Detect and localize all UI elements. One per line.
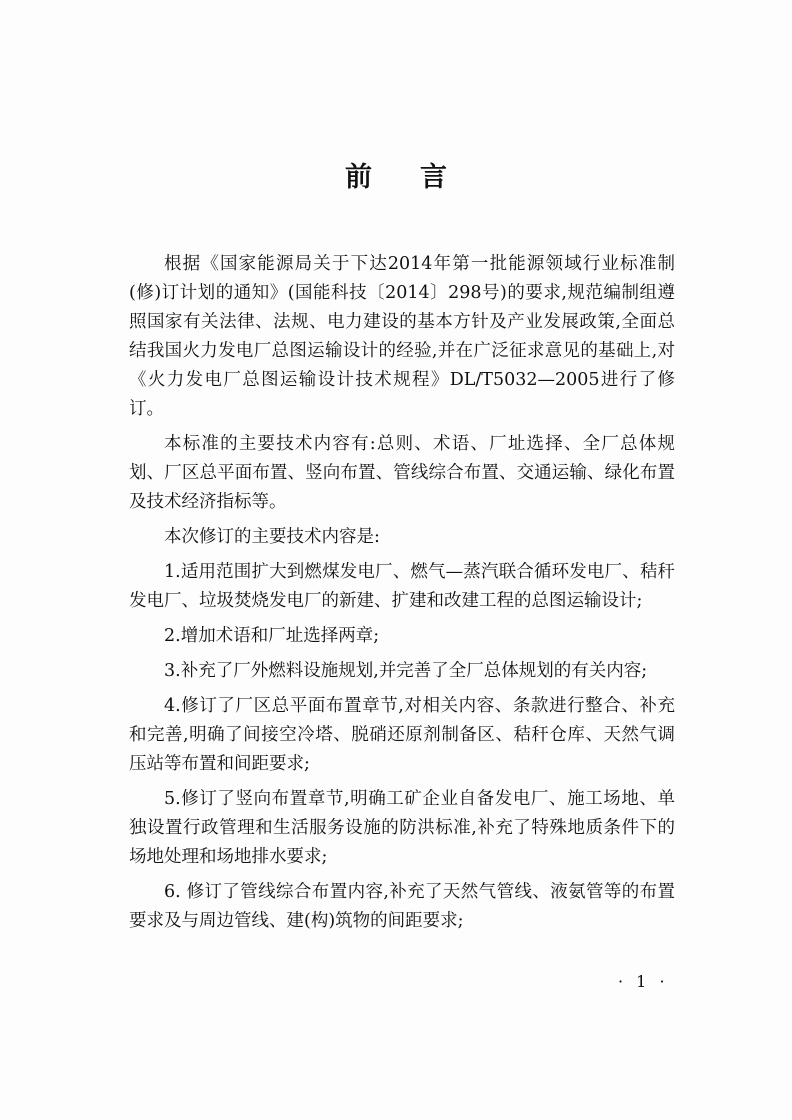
list-item-4: 4.修订了厂区总平面布置章节,对相关内容、条款进行整合、补充和完善,明确了间接空冷塔、脱硝还原剂制备区、秸秆仓库、天然气调压站等布置和间距要求;: [129, 696, 675, 774]
list-item-5: 5.修订了竖向布置章节,明确工矿企业自备发电厂、施工场地、单独设置行政管理和生活服务设施的防洪标准,补充了特殊地质条件下的场地处理和场地排水要求;: [129, 789, 675, 867]
paragraph-1: 根据《国家能源局关于下达2014年第一批能源领域行业标准制(修)订计划的通知》(国能科技〔2014〕298号)的要求,规范编制组遵照国家有关法律、法规、电力建设的基本方针及产业发展政策,全面总结我国火力发电厂总图运输设计的经验,并在广泛征求意见的基础上,对《火力发电厂总图运输设计技术规程》DL/T5032—2005进行了修订。: [129, 254, 675, 419]
list-item-6: 6. 修订了管线综合布置内容,补充了天然气管线、液氨管等的布置要求及与周边管线、建(构)筑物的间距要求;: [129, 882, 675, 931]
list-item-1: 1.适用范围扩大到燃煤发电厂、燃气—蒸汽联合循环发电厂、秸秆发电厂、垃圾焚烧发电厂的新建、扩建和改建工程的总图运输设计;: [129, 562, 675, 611]
list-item-2: 2.增加术语和厂址选择两章;: [164, 626, 380, 646]
paragraph-3: 本次修订的主要技术内容是:: [164, 527, 380, 547]
list-item-3: 3.补充了厂外燃料设施规划,并完善了全厂总体规划的有关内容;: [164, 661, 648, 681]
page-number: · 1 ·: [618, 972, 669, 991]
paragraph-2: 本标准的主要技术内容有:总则、术语、厂址选择、全厂总体规划、厂区总平面布置、竖向布置、管线综合布置、交通运输、绿化布置及技术经济指标等。: [129, 434, 675, 512]
page-title: 前言: [345, 162, 495, 193]
body-text: [129, 250, 675, 942]
